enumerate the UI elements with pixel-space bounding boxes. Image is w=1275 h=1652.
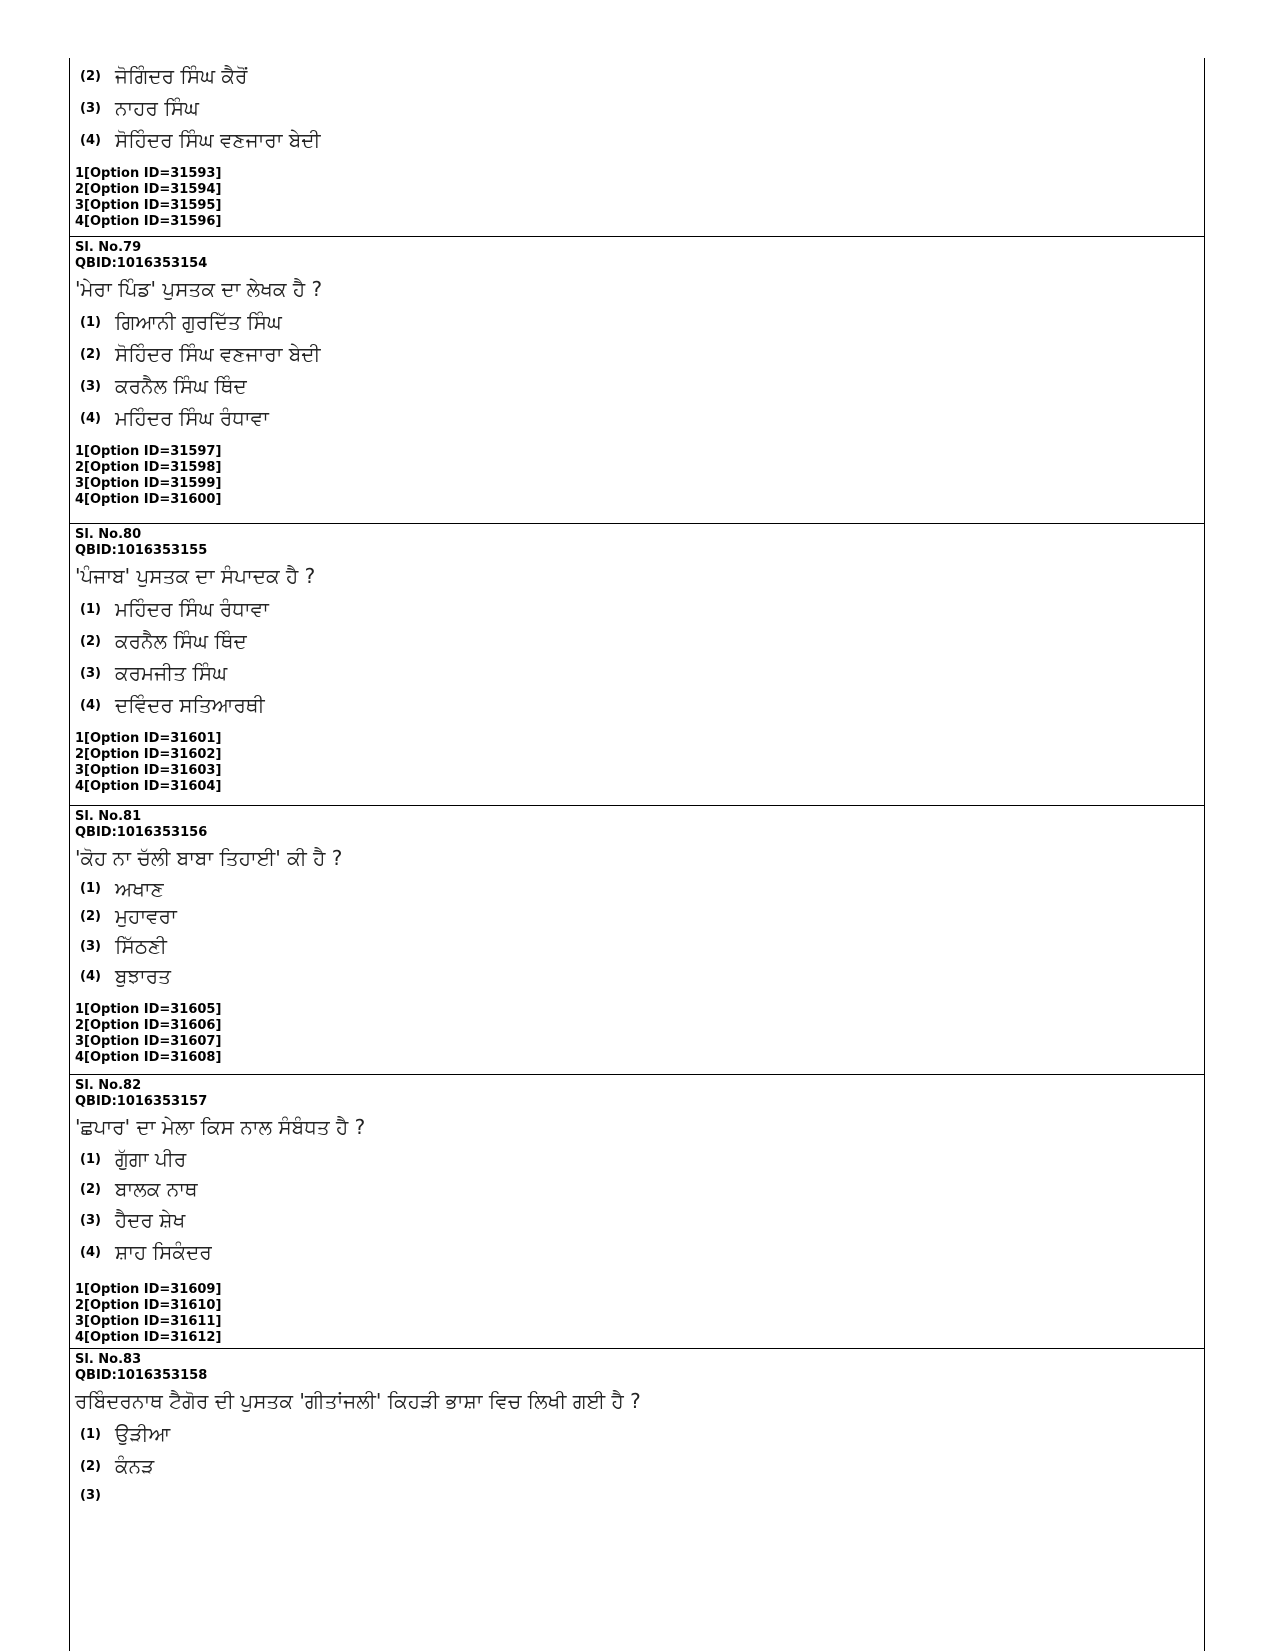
option-text: ਗਿਆਨੀ ਗੁਰਦਿੱਤ ਸਿੰਘ xyxy=(115,310,282,334)
option-row xyxy=(80,689,1204,721)
option-row xyxy=(80,306,1204,338)
option-number: (2) xyxy=(80,68,101,84)
option-row xyxy=(80,657,1204,689)
option-id: 2[Option ID=31598] xyxy=(75,460,222,475)
question-block xyxy=(70,1348,1204,1652)
option-id: 1[Option ID=31609] xyxy=(75,1282,222,1297)
option-number: (1) xyxy=(80,601,101,617)
question-sheet xyxy=(69,58,1205,1651)
question-block xyxy=(70,1074,1204,1349)
qbid: QBID:1016353156 xyxy=(75,825,208,840)
serial-number: Sl. No.82 xyxy=(75,1078,142,1093)
option-number: (3) xyxy=(80,100,101,116)
option-row xyxy=(80,92,1204,124)
question-block xyxy=(70,236,1204,524)
option-id-list xyxy=(75,1002,1204,1066)
option-text: ਦਵਿੰਦਰ ਸਤਿਆਰਥੀ xyxy=(115,693,265,717)
option-row xyxy=(80,875,1204,902)
question-text: 'ਛਪਾਰ' ਦਾ ਮੇਲਾ ਕਿਸ ਨਾਲ ਸੰਬੰਧਤ ਹੈ ? xyxy=(75,1115,366,1139)
option-text: ਉੜੀਆ xyxy=(115,1422,171,1446)
option-number: (1) xyxy=(80,1426,101,1442)
option-id: 4[Option ID=31612] xyxy=(75,1330,222,1345)
serial-number: Sl. No.79 xyxy=(75,240,142,255)
option-id: 2[Option ID=31610] xyxy=(75,1298,222,1313)
option-row xyxy=(80,902,1204,930)
option-id: 1[Option ID=31605] xyxy=(75,1002,222,1017)
option-id: 3[Option ID=31607] xyxy=(75,1034,222,1049)
option-row xyxy=(80,1144,1204,1174)
option-text: ਸੋਹਿੰਦਰ ਸਿੰਘ ਵਣਜਾਰਾ ਬੇਦੀ xyxy=(115,342,321,366)
question-text: 'ਪੰਜਾਬ' ਪੁਸਤਕ ਦਾ ਸੰਪਾਦਕ ਹੈ ? xyxy=(75,564,316,588)
option-number: (2) xyxy=(80,346,101,362)
option-text: ਮਹਿੰਦਰ ਸਿੰਘ ਰੰਧਾਵਾ xyxy=(115,597,269,621)
option-row xyxy=(80,1174,1204,1204)
question-block xyxy=(70,805,1204,1075)
option-number: (4) xyxy=(80,968,101,984)
option-id-list xyxy=(75,1282,1204,1346)
option-number: (4) xyxy=(80,697,101,713)
option-number: (3) xyxy=(80,938,101,954)
option-id: 2[Option ID=31594] xyxy=(75,182,222,197)
option-row xyxy=(80,930,1204,962)
option-text: ਹੈਦਰ ਸ਼ੇਖ xyxy=(115,1208,186,1232)
option-id: 3[Option ID=31599] xyxy=(75,476,222,491)
option-row xyxy=(80,124,1204,156)
option-id-list xyxy=(75,166,1204,230)
option-number: (3) xyxy=(80,378,101,394)
option-row xyxy=(80,402,1204,434)
option-id: 1[Option ID=31601] xyxy=(75,731,222,746)
option-id: 3[Option ID=31611] xyxy=(75,1314,222,1329)
option-id-list xyxy=(75,731,1204,795)
option-text: ਗੁੱਗਾ ਪੀਰ xyxy=(115,1147,187,1171)
option-id: 4[Option ID=31608] xyxy=(75,1050,222,1065)
option-id: 3[Option ID=31595] xyxy=(75,198,222,213)
serial-number: Sl. No.80 xyxy=(75,527,142,542)
option-text: ਕੰਨੜ xyxy=(115,1454,155,1478)
option-id: 4[Option ID=31604] xyxy=(75,779,222,794)
qbid: QBID:1016353157 xyxy=(75,1094,208,1109)
option-text: ਮੁਹਾਵਰਾ xyxy=(115,904,177,928)
option-text: ਸੋਹਿੰਦਰ ਸਿੰਘ ਵਣਜਾਰਾ ਬੇਦੀ xyxy=(115,128,321,152)
question-text: ਰਬਿੰਦਰਨਾਥ ਟੈਗੋਰ ਦੀ ਪੁਸਤਕ 'ਗੀਤਾਂਜਲੀ' ਕਿਹੜੀ ਭਾਸ਼ਾ ਵਿਚ ਲਿਖੀ ਗਈ ਹੈ ? xyxy=(75,1389,641,1413)
option-row xyxy=(80,1204,1204,1236)
question-text: 'ਕੋਹ ਨਾ ਚੱਲੀ ਬਾਬਾ ਤਿਹਾਈ' ਕੀ ਹੈ ? xyxy=(75,846,343,870)
serial-number: Sl. No.81 xyxy=(75,809,142,824)
option-number: (4) xyxy=(80,132,101,148)
question-block xyxy=(70,523,1204,806)
serial-number: Sl. No.83 xyxy=(75,1352,142,1367)
question-text: 'ਮੇਰਾ ਪਿੰਡ' ਪੁਸਤਕ ਦਾ ਲੇਖਕ ਹੈ ? xyxy=(75,277,323,301)
option-number: (3) xyxy=(80,1487,101,1503)
option-row xyxy=(80,1482,1204,1508)
option-text: ਅਖਾਣ xyxy=(115,876,164,901)
option-text: ਕਰਨੈਲ ਸਿੰਘ ਥਿੰਦ xyxy=(115,629,247,653)
option-text: ਨਾਹਰ ਸਿੰਘ xyxy=(115,96,199,120)
question-block-continued xyxy=(70,58,1204,236)
option-number: (2) xyxy=(80,633,101,649)
option-number: (2) xyxy=(80,908,101,924)
option-row xyxy=(80,338,1204,370)
option-text: ਜੋਗਿੰਦਰ ਸਿੰਘ ਕੈਰੋਂ xyxy=(115,64,248,88)
option-number: (4) xyxy=(80,1244,101,1260)
option-text: ਸ਼ਾਹ ਸਿਕੰਦਰ xyxy=(115,1240,212,1264)
option-number: (1) xyxy=(80,881,101,896)
option-text: ਕਰਮਜੀਤ ਸਿੰਘ xyxy=(115,661,228,685)
option-row xyxy=(80,1236,1204,1268)
option-text: ਕਰਨੈਲ ਸਿੰਘ ਥਿੰਦ xyxy=(115,374,247,398)
option-id: 2[Option ID=31606] xyxy=(75,1018,222,1033)
option-number: (3) xyxy=(80,665,101,681)
option-row xyxy=(80,962,1204,990)
option-text: ਸਿੱਠਣੀ xyxy=(115,934,167,958)
option-row xyxy=(80,1418,1204,1450)
option-id: 1[Option ID=31597] xyxy=(75,444,222,459)
option-row xyxy=(80,593,1204,625)
option-text: ਬਾਲਕ ਨਾਥ xyxy=(115,1177,198,1201)
option-number: (2) xyxy=(80,1458,101,1474)
option-number: (1) xyxy=(80,1151,101,1167)
option-id: 4[Option ID=31596] xyxy=(75,214,222,229)
option-id: 3[Option ID=31603] xyxy=(75,763,222,778)
option-id: 4[Option ID=31600] xyxy=(75,492,222,507)
option-number: (4) xyxy=(80,410,101,426)
option-number: (2) xyxy=(80,1181,101,1197)
option-row xyxy=(80,1450,1204,1482)
option-number: (1) xyxy=(80,314,101,330)
option-id-list xyxy=(75,444,1204,508)
qbid: QBID:1016353155 xyxy=(75,543,208,558)
option-text: ਮਹਿੰਦਰ ਸਿੰਘ ਰੰਧਾਵਾ xyxy=(115,406,269,430)
option-row xyxy=(80,60,1204,92)
option-row xyxy=(80,625,1204,657)
option-id: 1[Option ID=31593] xyxy=(75,166,222,181)
qbid: QBID:1016353158 xyxy=(75,1368,208,1383)
option-row xyxy=(80,370,1204,402)
option-id: 2[Option ID=31602] xyxy=(75,747,222,762)
qbid: QBID:1016353154 xyxy=(75,256,208,271)
option-number: (3) xyxy=(80,1212,101,1228)
option-text: ਬੁਝਾਰਤ xyxy=(115,964,171,988)
